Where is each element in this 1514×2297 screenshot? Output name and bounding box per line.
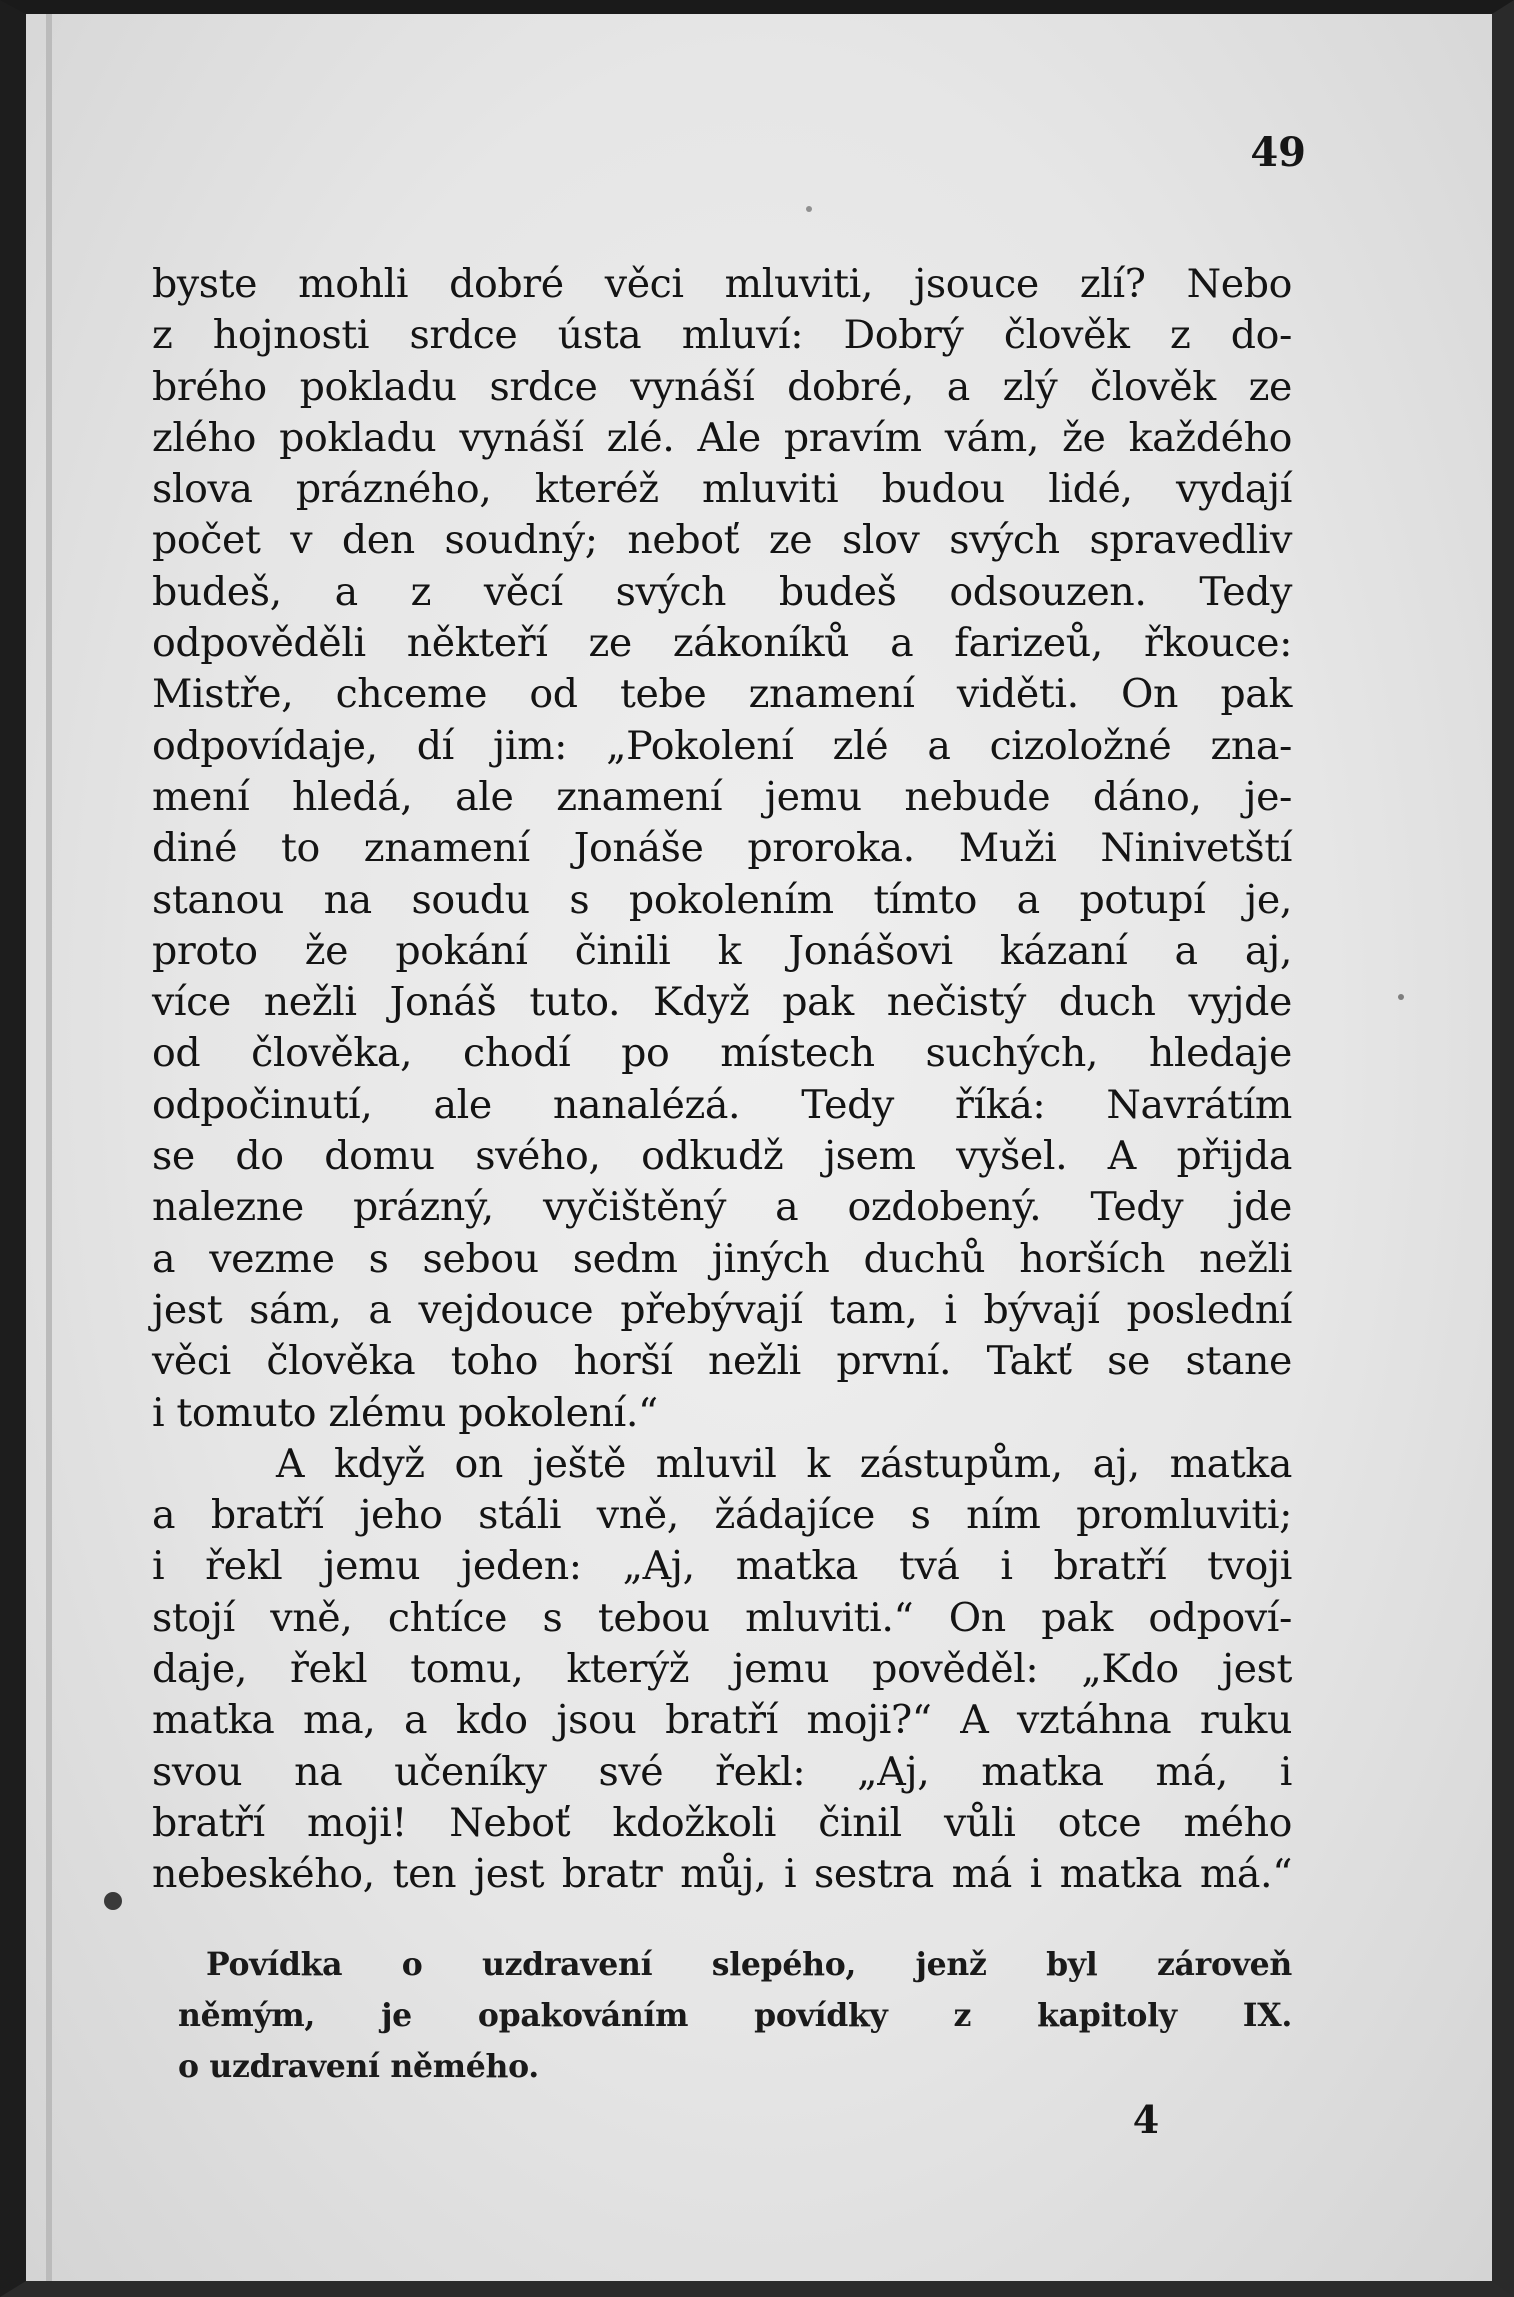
text-line: slova prázného, kteréž mluviti budou lidé, vydají [152,466,1292,513]
text-line: více nežli Jonáš tuto. Když pak nečistý duch vyjde [152,979,1292,1026]
binding-edge [46,14,52,2281]
summary-line: o uzdravení němého. [178,2048,539,2085]
text-line: matka ma, a kdo jsou bratří moji?“ A vztáhna ruku [152,1697,1292,1744]
text-line: proto že pokání činili k Jonášovi kázaní a aj, [152,927,1292,974]
text-line: věci člověka toho horší nežli první. Takť se stane [152,1338,1292,1385]
text-line: nebeského, ten jest bratr můj, i sestra má i matka má.“ [152,1851,1292,1898]
text-line: daje, řekl tomu, kterýž jemu pověděl: „Kdo jest [152,1646,1292,1693]
text-line: odpověděli někteří ze zákoníků a farizeů, řkouce: [152,620,1292,667]
text-line: a bratří jeho stáli vně, žádajíce s ním promluviti; [152,1492,1292,1539]
text-line: A když on ještě mluvil k zástupům, aj, matka [276,1440,1292,1487]
printer-signature-mark: 4 [1132,2097,1160,2142]
summary-line: němým, je opakováním povídky z kapitoly IX. [178,1997,1292,2034]
paragraph-1 [152,259,1292,1439]
page-number: 49 [1250,129,1306,176]
text-line: počet v den soudný; neboť ze slov svých spravedliv [152,517,1292,564]
ink-speck [1398,994,1404,1000]
text-line: diné to znamení Jonáše proroka. Muži Ninivetští [152,825,1292,872]
text-line: odpovídaje, dí jim: „Pokolení zlé a cizoložné zna- [152,722,1292,769]
text-line: z hojnosti srdce ústa mluví: Dobrý člověk z do- [152,312,1292,359]
text-line: bratří moji! Neboť kdožkoli činil vůli otce mého [152,1799,1292,1846]
text-line: a vezme s sebou sedm jiných duchů horších nežli [152,1235,1292,1282]
text-line: Mistře, chceme od tebe znamení viděti. On pak [152,671,1292,718]
text-line: odpočinutí, ale nanalézá. Tedy říká: Navrátím [152,1081,1292,1128]
text-line: od člověka, chodí po místech suchých, hledaje [152,1030,1292,1077]
text-line: svou na učeníky své řekl: „Aj, matka má, i [152,1748,1292,1795]
text-line: zlého pokladu vynáší zlé. Ale pravím vám, že každého [152,414,1292,461]
text-line: nalezne prázný, vyčištěný a ozdobený. Tedy jde [152,1184,1292,1231]
ink-speck [806,206,812,212]
ink-speck [104,1892,122,1910]
text-line: brého pokladu srdce vynáší dobré, a zlý člověk ze [152,363,1292,410]
text-line: se do domu svého, odkudž jsem vyšel. A přijda [152,1133,1292,1180]
text-line: budeš, a z věcí svých budeš odsouzen. Tedy [152,568,1292,615]
text-line: stojí vně, chtíce s tebou mluviti.“ On pak odpoví- [152,1594,1292,1641]
text-line: jest sám, a vejdouce přebývají tam, i bývají poslední [152,1286,1292,1333]
text-line: i tomuto zlému pokolení.“ [152,1389,658,1436]
main-text [152,259,1292,1901]
text-line: mení hledá, ale znamení jemu nebude dáno, je- [152,773,1292,820]
chapter-summary-note [178,1939,1292,2092]
paragraph-2 [152,1439,1292,1901]
text-line: i řekl jemu jeden: „Aj, matka tvá i bratří tvoji [152,1543,1292,1590]
text-line: stanou na soudu s pokolením tímto a potupí je, [152,876,1292,923]
summary-line: Povídka o uzdravení slepého, jenž byl zároveň [206,1946,1292,1983]
text-line: byste mohli dobré věci mluviti, jsouce zlí? Nebo [152,261,1292,307]
